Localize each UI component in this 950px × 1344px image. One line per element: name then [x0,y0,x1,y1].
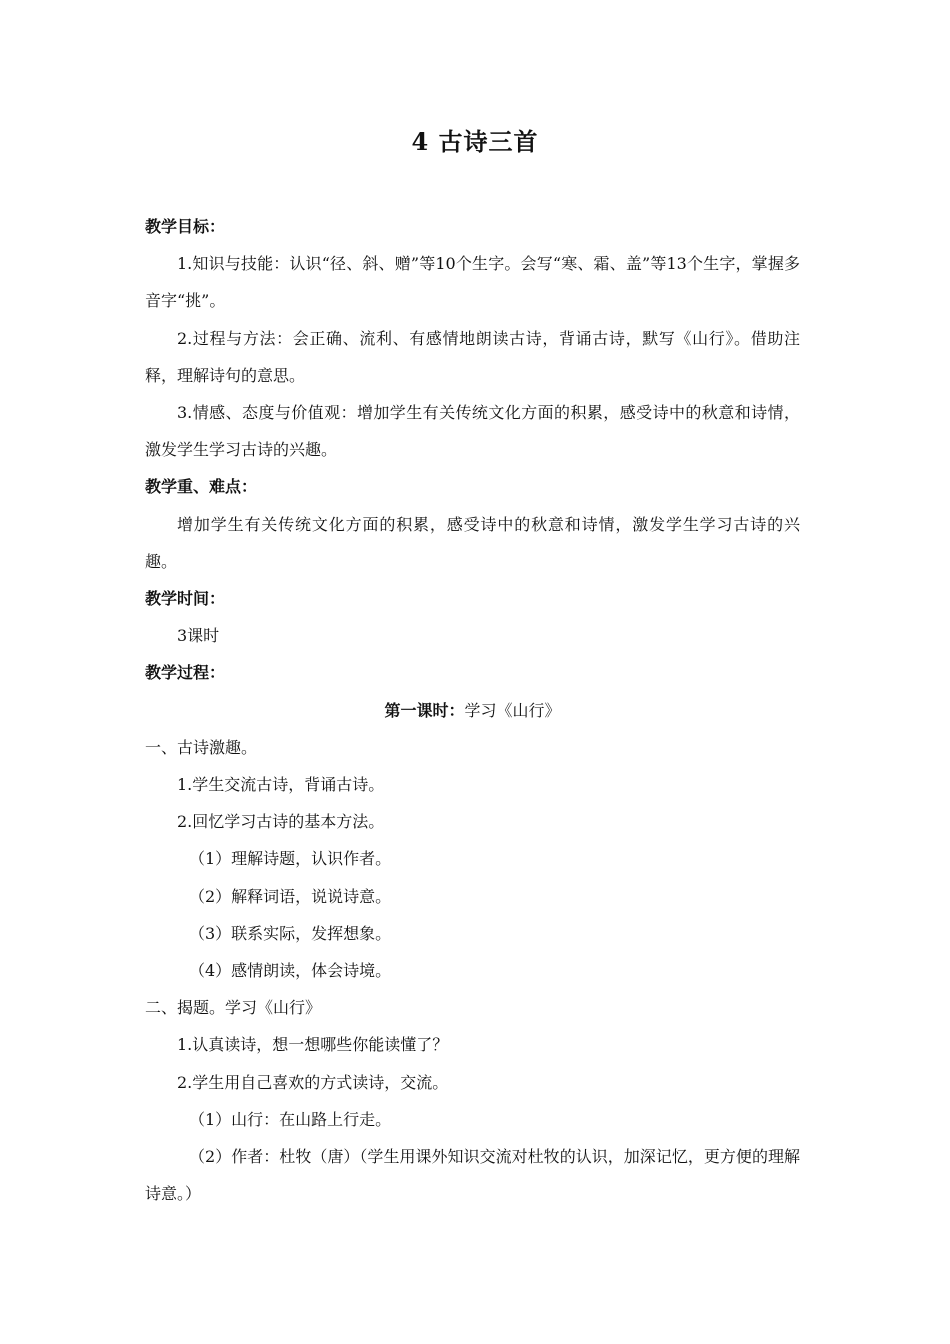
objectives-heading: 教学目标： [145,217,226,236]
lesson1-heading [145,692,800,729]
part1-item: 2.回忆学习古诗的基本方法。 [177,812,385,832]
objective-item: 3.情感、态度与价值观：增加学生有关传统文化方面的积累，感受诗中的秋意和诗情，激发学生学习古诗的兴趣。 [145,403,800,460]
process-heading: 教学过程： [145,663,226,683]
part2-item: 1.认真读诗，想一想哪些你能读懂了？ [177,1035,449,1055]
key-points-heading: 教学重、难点： [145,477,258,497]
part2-item: 2.学生用自己喜欢的方式读诗，交流。 [177,1072,449,1092]
objective-item: 2.过程与方法：会正确、流利、有感情地朗读古诗，背诵古诗，默写《山行》。借助注释，理解诗句的意思。 [145,328,800,385]
document-body [145,208,800,1212]
part2-title: 二、揭题。学习《山行》 [145,998,322,1018]
time-text: 3课时 [177,626,220,646]
key-points-text: 增加学生有关传统文化方面的积累，感受诗中的秋意和诗情，激发学生学习古诗的兴趣。 [145,514,800,571]
part2-subitem: （1）山行：在山路上行走。 [189,1109,392,1129]
objective-item: 1.知识与技能：认识“径、斜、赠”等10个生字。会写“寒、霜、盖”等13个生字，掌握多音字“挑”。 [145,254,800,311]
part1-subitem: （4）感情朗读，体会诗境。 [189,961,392,981]
part1-subitem: （3）联系实际，发挥想象。 [189,923,392,943]
part1-subitem: （1）理解诗题，认识作者。 [189,849,392,869]
part2-subitem: （2）作者：杜牧（唐）（学生用课外知识交流对杜牧的认识，加深记忆，更方便的理解诗意。） [145,1147,800,1204]
part1-item: 1.学生交流古诗，背诵古诗。 [177,775,385,795]
time-heading: 教学时间： [145,589,226,609]
document-title: 4 古诗三首 [411,127,539,156]
lesson1-heading-topic: 学习《山行》 [464,700,561,720]
part1-title: 一、古诗激趣。 [145,737,258,757]
lesson1-heading-label: 第一课时： [384,700,465,720]
part1-subitem: （2）解释词语，说说诗意。 [189,886,392,906]
